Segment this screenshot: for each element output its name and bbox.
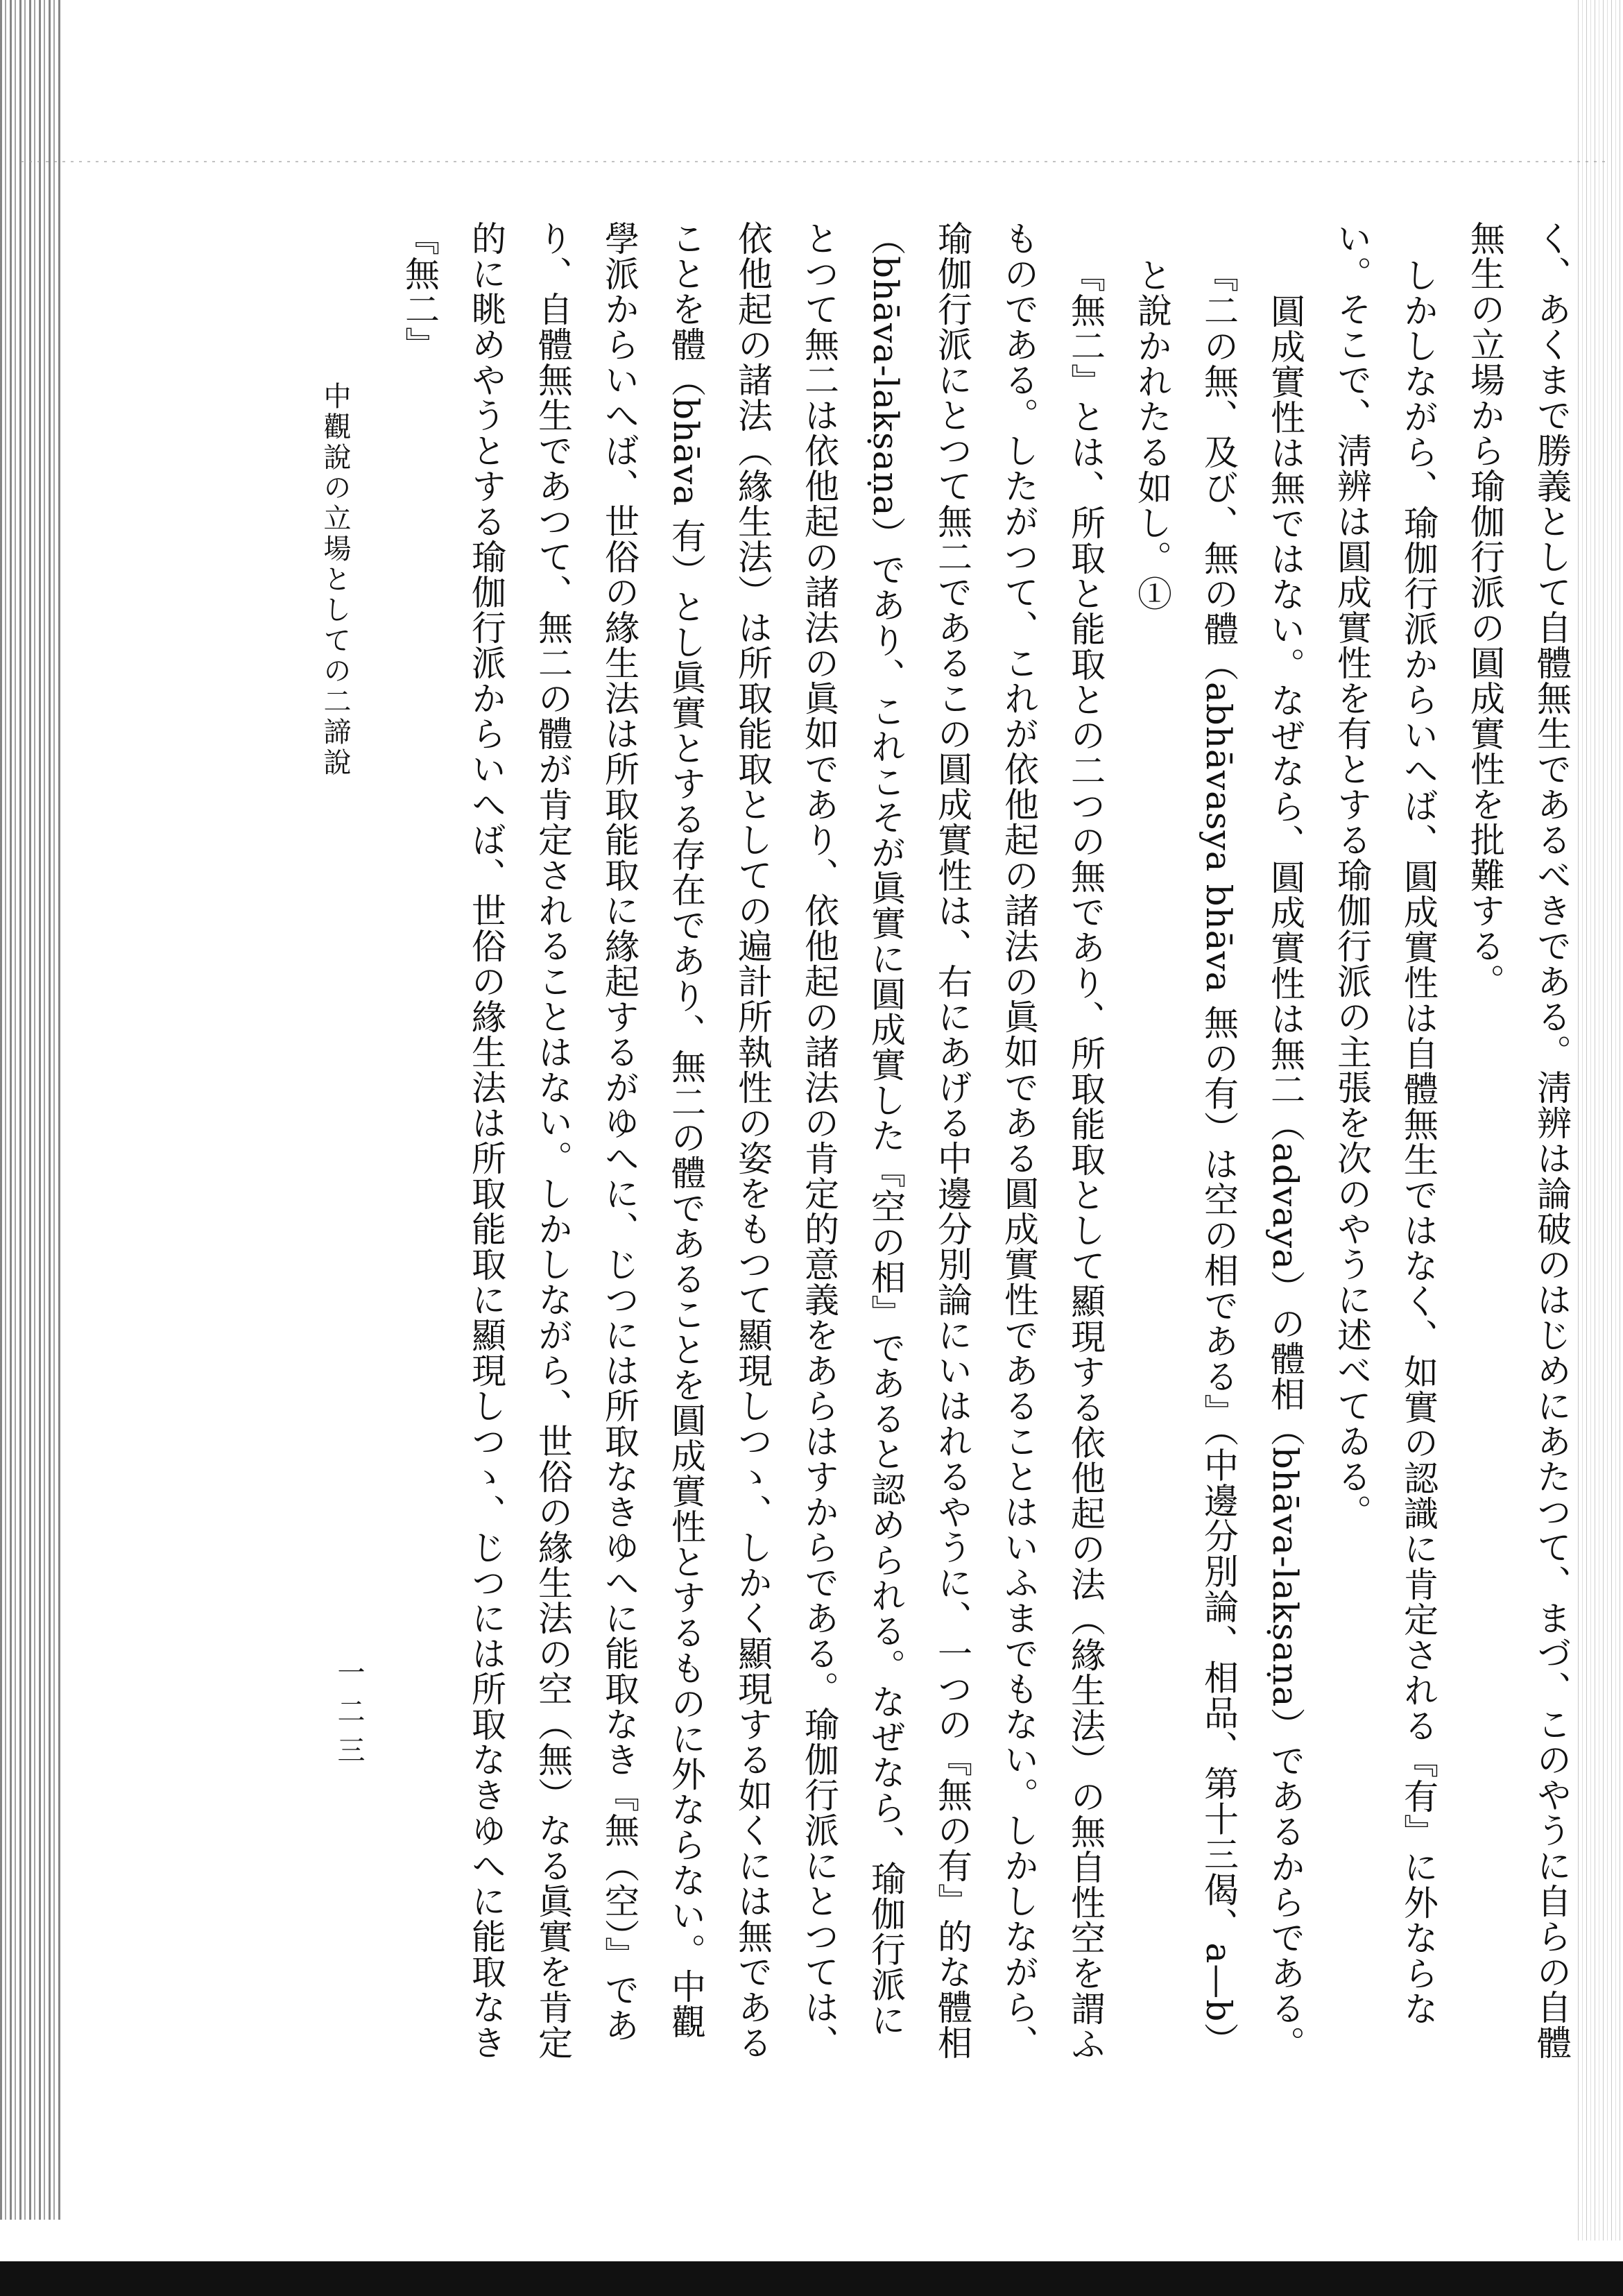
paragraph-yogacara-view: しかしながら、瑜伽行派からいへば、圓成實性は自體無生ではなく、如實の認識に肯定される『有』に外ならない。そこで、淸辨は圓成實性を有とする瑜伽行派の主張を次のやうに述べてゐる。 [1332,221,1439,2026]
block-quote-bhavaviveka: 圓成實性は無ではない。なぜなら、圓成實性は無二（advaya）の體相（bhāva-lakṣaṇa）であるからである。『二の無、及び、無の體（abhāvasya bhāva 無の有）は空の相である』（中邊分別論、相品、第十三偈、a—b）と說かれたる如し。① [1132,257,1305,2062]
page-number: 一二三 [333,1658,365,1774]
scan-edge-left [0,0,61,2220]
running-title: 中觀說の立場としての二諦說 [319,382,351,778]
paragraph-advaya: 『無二』とは、所取と能取との二つの無であり、所取能取として顯現する依他起の法（緣生法）の無自性空を謂ふものである。したがつて、これが依他起の諸法の眞如である圓成實性であることはいふまでもない。しかしながら、瑜伽行派にとつて無二であるこの圓成實性は、右にあげる中邊分別論にいはれるやうに、一つの『無の有』的な體相（bhāva-lakṣaṇa）であり、これこそが眞實に圓成實した『空の相』であると認められる。なぜなら、瑜伽行派にとつて無二は依他起の諸法の眞如であり、依他起の諸法の肯定的意義をあらはすからである。瑜伽行派にとつては、依他起の諸法（緣生法）は所取能取としての遍計所執性の姿をもつて顯現しつゝ、しかく顯現する如くには無であることを體（bhāva 有）とし眞實とする存在であり、無二の體であることを圓成實性とするものに外ならない。中觀學派からいへば、世俗の緣生法は所取能取に緣起するがゆへに、じつには所取なきゆへに能取なき『無（空）』であり、自體無生であつて、無二の體が肯定されることはない。しかしながら、世俗の緣生法の空（無）なる眞實を肯定的に眺めやうとする瑜伽行派からいへば、世俗の緣生法は所取能取に顯現しつゝ、じつには所取なきゆへに能取なき『無二』 [400,221,1106,2062]
paragraph-continuation: く、あくまで勝義として自體無生であるべきである。淸辨は論破のはじめにあたつて、まづ、このやうに自らの自體無生の立場から瑜伽行派の圓成實性を批難する。 [1465,221,1572,2060]
scan-bottom-edge [0,2247,1623,2296]
body-text [386,221,1585,2066]
scan-fold-line [21,161,1609,162]
